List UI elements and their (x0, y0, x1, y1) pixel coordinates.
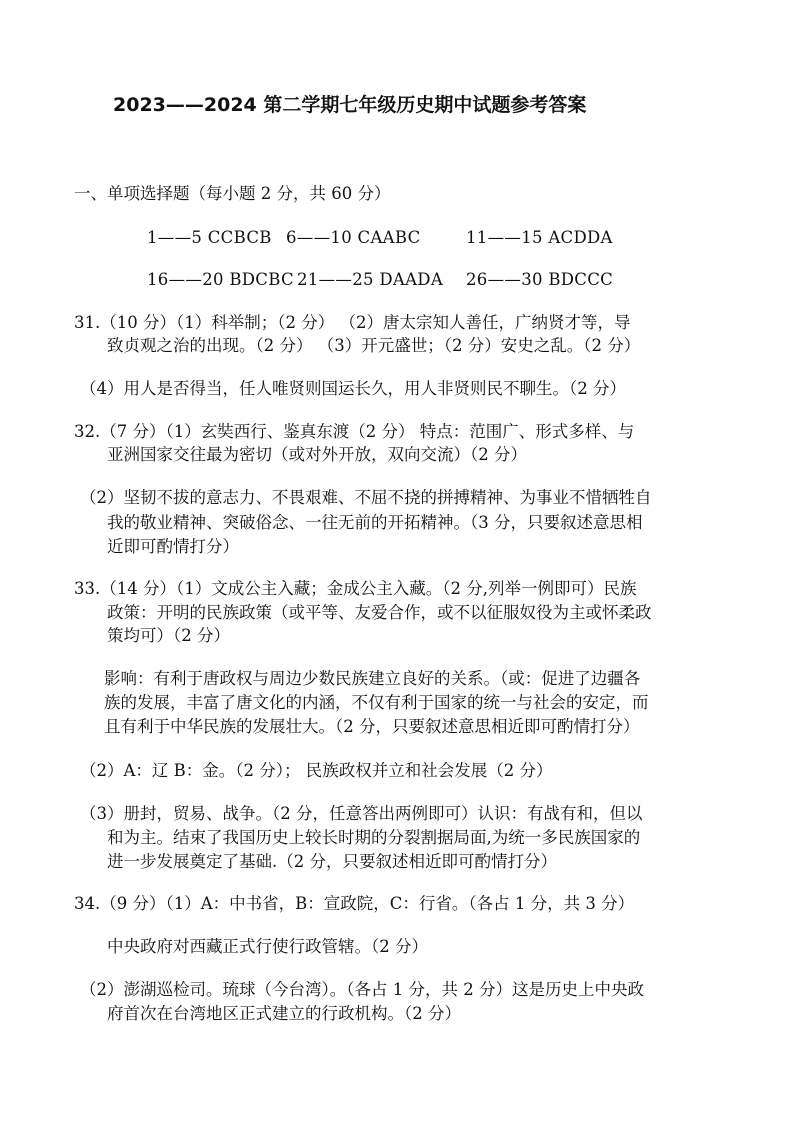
answer-line: （2）A：辽 B：金。（2 分）； 民族政权并立和社会发展（2 分） (80, 761, 553, 780)
answer-group: 6——10 CAABC (286, 228, 421, 247)
answer-line: （2）澎湖巡检司。琉球（今台湾）。（各占 1 分，共 2 分）这是历史上中央政 (80, 980, 644, 999)
answer-line: 府首次在台湾地区正式建立的行政机构。（2 分） (107, 1004, 461, 1023)
answer-group: 26——30 BDCCC (466, 270, 614, 289)
answer-line: 31.（10 分）（1）科举制；（2 分） （2）唐太宗知人善任，广纳贤才等，导 (74, 313, 631, 332)
answer-line: 政策：开明的民族政策（或平等、友爱合作，或不以征服奴役为主或怀柔政 (107, 603, 652, 622)
answer-group: 1——5 CCBCB (147, 228, 272, 247)
answer-line: 34.（9 分）（1）A：中书省，B：宣政院，C：行省。（各占 1 分，共 3 分） (74, 894, 635, 913)
answer-group: 16——20 BDCBC (147, 270, 294, 289)
answer-line: 族的发展，丰富了唐文化的内涵，不仅有利于国家的统一与社会的安定，而 (104, 693, 649, 712)
section-heading: 一、单项选择题（每小题 2 分，共 60 分） (74, 184, 391, 203)
answer-line: （2）坚韧不拔的意志力、不畏艰难、不屈不挠的拼搏精神、为事业不惜牺牲自 (80, 488, 652, 507)
answer-line: 亚洲国家交往最为密切（或对外开放，双向交流）（2 分） (107, 445, 527, 464)
answer-group: 11——15 ACDDA (466, 228, 613, 247)
page-title: 2023——2024 第二学期七年级历史期中试题参考答案 (113, 94, 587, 116)
answer-line: 致贞观之治的出现。（2 分） （3）开元盛世；（2 分）安史之乱。（2 分） (107, 336, 641, 355)
answer-line: 33.（14 分）（1）文成公主入藏；金成公主入藏。（2 分,列举一例即可）民族 (74, 579, 637, 598)
answer-line: 近即可酌情打分） (107, 537, 239, 556)
answer-line: 中央政府对西藏正式行使行政管辖。（2 分） (107, 937, 428, 956)
answer-line: 且有利于中华民族的发展壮大。（2 分，只要叙述意思相近即可酌情打分） (104, 717, 640, 736)
answer-line: 影响：有利于唐政权与周边少数民族建立良好的关系。（或：促进了边疆各 (104, 669, 641, 688)
answer-line: 和为主。结束了我国历史上较长时期的分裂割据局面,为统一多民族国家的 (107, 828, 641, 847)
answer-line: （3）册封，贸易、战争。（2 分，任意答出两例即可）认识：有战有和，但以 (80, 804, 643, 823)
answer-line: 我的敬业精神、突破俗念、一往无前的开拓精神。（3 分，只要叙述意思相 (107, 513, 643, 532)
answer-line: （4）用人是否得当，任人唯贤则国运长久，用人非贤则民不聊生。（2 分） (80, 379, 626, 398)
answer-line: 策均可）（2 分） (107, 626, 230, 645)
answer-line: 32.（7 分）（1）玄奘西行、鉴真东渡（2 分） 特点：范围广、形式多样、与 (74, 422, 635, 441)
answer-line: 进一步发展奠定了基础.（2 分，只要叙述相近即可酌情打分） (107, 852, 557, 871)
answer-group: 21——25 DAADA (297, 270, 444, 289)
